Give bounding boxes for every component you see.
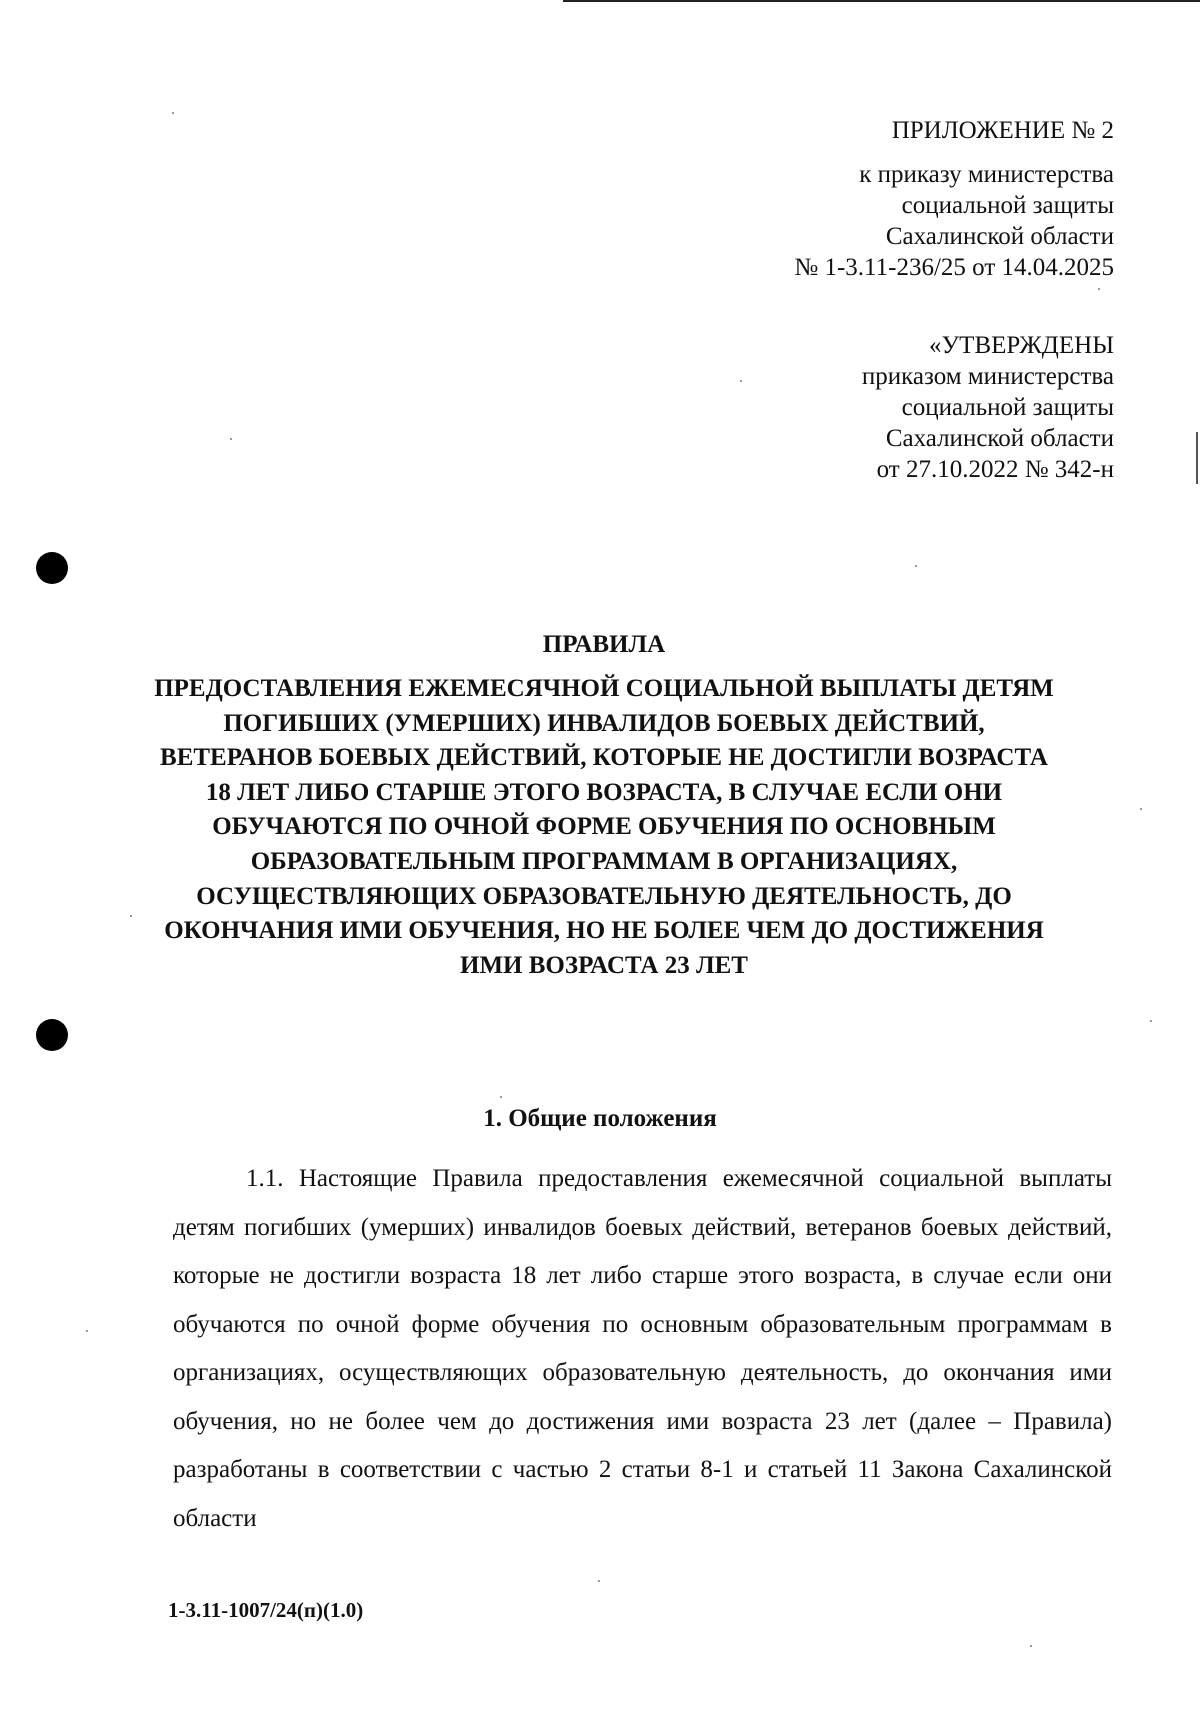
scan-speck bbox=[1030, 1645, 1032, 1647]
scan-speck bbox=[172, 112, 174, 114]
attachment-title: ПРИЛОЖЕНИЕ № 2 bbox=[891, 117, 1114, 144]
punch-hole-lower bbox=[36, 1019, 68, 1051]
approval-line: Сахалинской области bbox=[885, 425, 1114, 452]
attachment-order-number: № 1-3.11-236/25 от 14.04.2025 bbox=[794, 254, 1114, 281]
scan-speck bbox=[1140, 808, 1142, 810]
punch-hole-upper bbox=[36, 552, 68, 584]
attachment-line: к приказу министерства bbox=[859, 161, 1114, 188]
approval-line: социальной защиты bbox=[901, 394, 1114, 421]
document-code: 1-3.11-1007/24(п)(1.0) bbox=[168, 1598, 364, 1622]
approval-line: приказом министерства bbox=[861, 363, 1114, 390]
scan-top-edge-line bbox=[563, 0, 1200, 2]
approval-block bbox=[862, 330, 1114, 485]
scan-speck bbox=[500, 1096, 502, 1098]
scan-speck bbox=[740, 380, 742, 382]
attachment-block bbox=[794, 115, 1114, 283]
attachment-line: социальной защиты bbox=[901, 192, 1114, 219]
scan-speck bbox=[230, 438, 232, 440]
scan-speck bbox=[915, 565, 917, 567]
approval-order-date: от 27.10.2022 № 342-н bbox=[876, 456, 1114, 483]
approval-line: «УТВЕРЖДЕНЫ bbox=[928, 332, 1114, 359]
paragraph-1-1: 1.1. Настоящие Правила предоставления ежемесячной социальной выплаты детям погибших (умерших) инвалидов боевых действий, ветеранов боевых действий, которые не достигли возраста 18 лет либо старше этого возраста, в случае если они обучаются по очной форме обучения по основным образовательным программам в организациях, осуществляющих образовательную деятельность, до окончания ими обучения, но не более чем до достижения ими возраста 23 лет (далее – Правила) разработаны в соответствии с частью 2 статьи 8-1 и статьей 11 Закона Сахалинской области bbox=[173, 1165, 1112, 1532]
document-subtitle: ПРЕДОСТАВЛЕНИЯ ЕЖЕМЕСЯЧНОЙ СОЦИАЛЬНОЙ ВЫПЛАТЫ ДЕТЯМ ПОГИБШИХ (УМЕРШИХ) ИНВАЛИДОВ БОЕВЫХ ДЕЙСТВИЙ, ВЕТЕРАНОВ БОЕВЫХ ДЕЙСТВИЙ, КОТОРЫЕ НЕ ДОСТИГЛИ ВОЗРАСТА 18 ЛЕТ ЛИБО СТАРШЕ ЭТОГО ВОЗРАСТА, В СЛУЧАЕ ЕСЛИ ОНИ ОБУЧАЮТСЯ ПО ОЧНОЙ ФОРМЕ ОБУЧЕНИЯ ПО ОСНОВНЫМ ОБРАЗОВАТЕЛЬНЫМ ПРОГРАММАМ В ОРГАНИЗАЦИЯХ, ОСУЩЕСТВЛЯЮЩИХ ОБРАЗОВАТЕЛЬНУЮ ДЕЯТЕЛЬНОСТЬ, ДО ОКОНЧАНИЯ ИМИ ОБУЧЕНИЯ, НО НЕ БОЛЕЕ ЧЕМ ДО ДОСТИЖЕНИЯ ИМИ ВОЗРАСТА 23 ЛЕТ bbox=[154, 675, 1054, 979]
section-heading: 1. Общие положения bbox=[483, 1105, 717, 1132]
document-title: ПРАВИЛА bbox=[542, 631, 666, 658]
attachment-line: Сахалинской области bbox=[885, 223, 1114, 250]
scan-right-edge-mark bbox=[1196, 432, 1198, 484]
scan-speck bbox=[130, 915, 132, 917]
scan-speck bbox=[86, 1330, 88, 1332]
scan-speck bbox=[1150, 1020, 1152, 1022]
scan-speck bbox=[598, 1580, 600, 1582]
scan-speck bbox=[1098, 288, 1100, 290]
